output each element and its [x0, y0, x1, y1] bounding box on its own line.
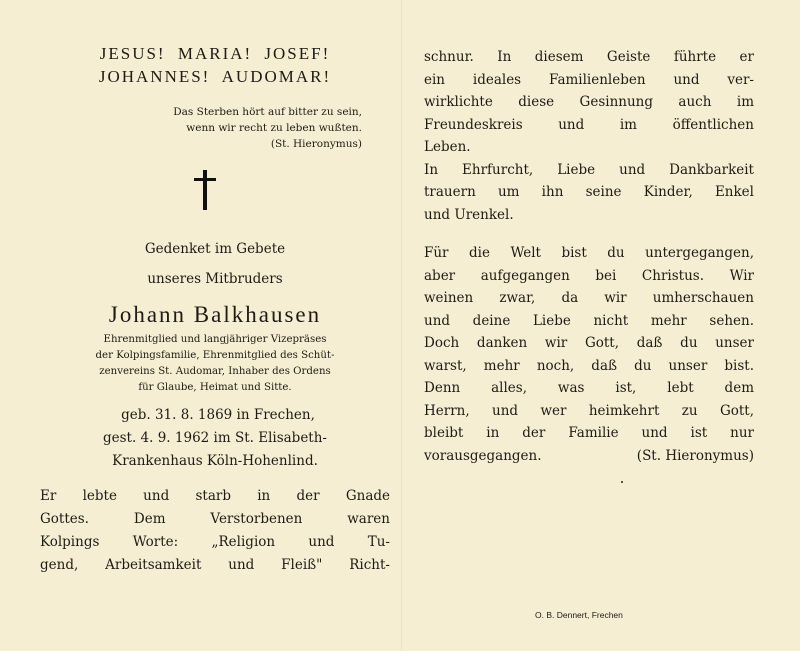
remembrance-line: Gedenket im Gebete	[144, 241, 286, 257]
text-line: und Urenkel.	[424, 206, 514, 223]
bio-line: Er lebte und starb in der Gnade	[40, 488, 390, 504]
motto-quote	[112, 104, 362, 152]
motto-source: (St. Hieronymus)	[270, 138, 362, 150]
printer-imprint: O. B. Dennert, Frechen	[535, 610, 623, 620]
text-line: Doch danken wir Gott, daß du unser	[424, 335, 754, 351]
left-panel	[40, 42, 390, 577]
text-line: schnur. In diesem Geiste führte er	[424, 49, 754, 65]
text-line: weinen zwar, da wir umherschauen	[424, 290, 754, 306]
fold-line	[401, 0, 402, 651]
text-line: Freundeskreis und im öffentlichen	[424, 116, 754, 133]
remembrance-line: unseres Mitbruders	[147, 271, 283, 287]
bio-line: Kolpings Worte: „Religion und Tu-	[40, 534, 390, 550]
text-line: ein ideales Familienleben und ver-	[424, 71, 754, 88]
life-dates	[40, 404, 390, 473]
death-line: gest. 4. 9. 1962 im St. Elisabeth-	[102, 430, 327, 446]
birth-line: geb. 31. 8. 1869 in Frechen,	[121, 407, 315, 423]
remembrance-heading	[40, 234, 390, 294]
text-line: Denn alles, was ist, lebt dem	[424, 380, 754, 396]
honors-line: zenvereins St. Audomar, Inhaber des Ordens	[99, 366, 331, 377]
text-line: trauern um ihn seine Kinder, Enkel	[424, 184, 754, 200]
death-place-line: Krankenhaus Köln-Hohenlind.	[112, 453, 318, 469]
text-line: aber aufgegangen bei Christus. Wir	[424, 267, 754, 284]
motto-line: Das Sterben hört auf bitter zu sein,	[173, 106, 362, 118]
motto-line: wenn wir recht zu leben wußten.	[186, 122, 362, 134]
biography-text	[40, 485, 390, 577]
text-line: Herrn, und wer heimkehrt zu Gott,	[424, 402, 754, 419]
quote-source: (St. Hieronymus)	[636, 447, 754, 464]
invocation	[40, 42, 390, 88]
honors-line: Ehrenmitglied und langjähriger Vizepräses	[103, 334, 327, 345]
closing-line	[424, 445, 754, 468]
honors-line: der Kolpingsfamilie, Ehrenmitglied des Schüt-	[95, 350, 335, 361]
text-line: vorausgegangen.	[424, 447, 542, 464]
text-line: Leben.	[424, 139, 471, 155]
text-line: warst, mehr noch, daß du unser bist.	[424, 357, 754, 374]
text-line: und deine Liebe nicht mehr sehen.	[424, 312, 754, 329]
invocation-line: JOHANNES! AUDOMAR!	[98, 67, 332, 86]
right-panel	[424, 46, 754, 467]
invocation-line: JESUS! MARIA! JOSEF!	[99, 44, 331, 63]
text-line: Für die Welt bist du untergegangen,	[424, 245, 754, 261]
ink-dot	[621, 481, 623, 483]
cross-icon	[194, 170, 216, 210]
bio-line: Gottes. Dem Verstorbenen waren	[40, 511, 390, 527]
honors-text	[40, 332, 390, 396]
text-line: wirklichte diese Gesinnung auch im	[424, 94, 754, 110]
text-line: bleibt in der Familie und ist nur	[424, 425, 754, 441]
honors-line: für Glaube, Heimat und Sitte.	[138, 382, 292, 393]
bio-line: gend, Arbeitsamkeit und Fleiß" Richt-	[40, 557, 390, 573]
deceased-name: Johann Balkhausen	[108, 302, 322, 327]
text-line: In Ehrfurcht, Liebe und Dankbarkeit	[424, 161, 754, 178]
